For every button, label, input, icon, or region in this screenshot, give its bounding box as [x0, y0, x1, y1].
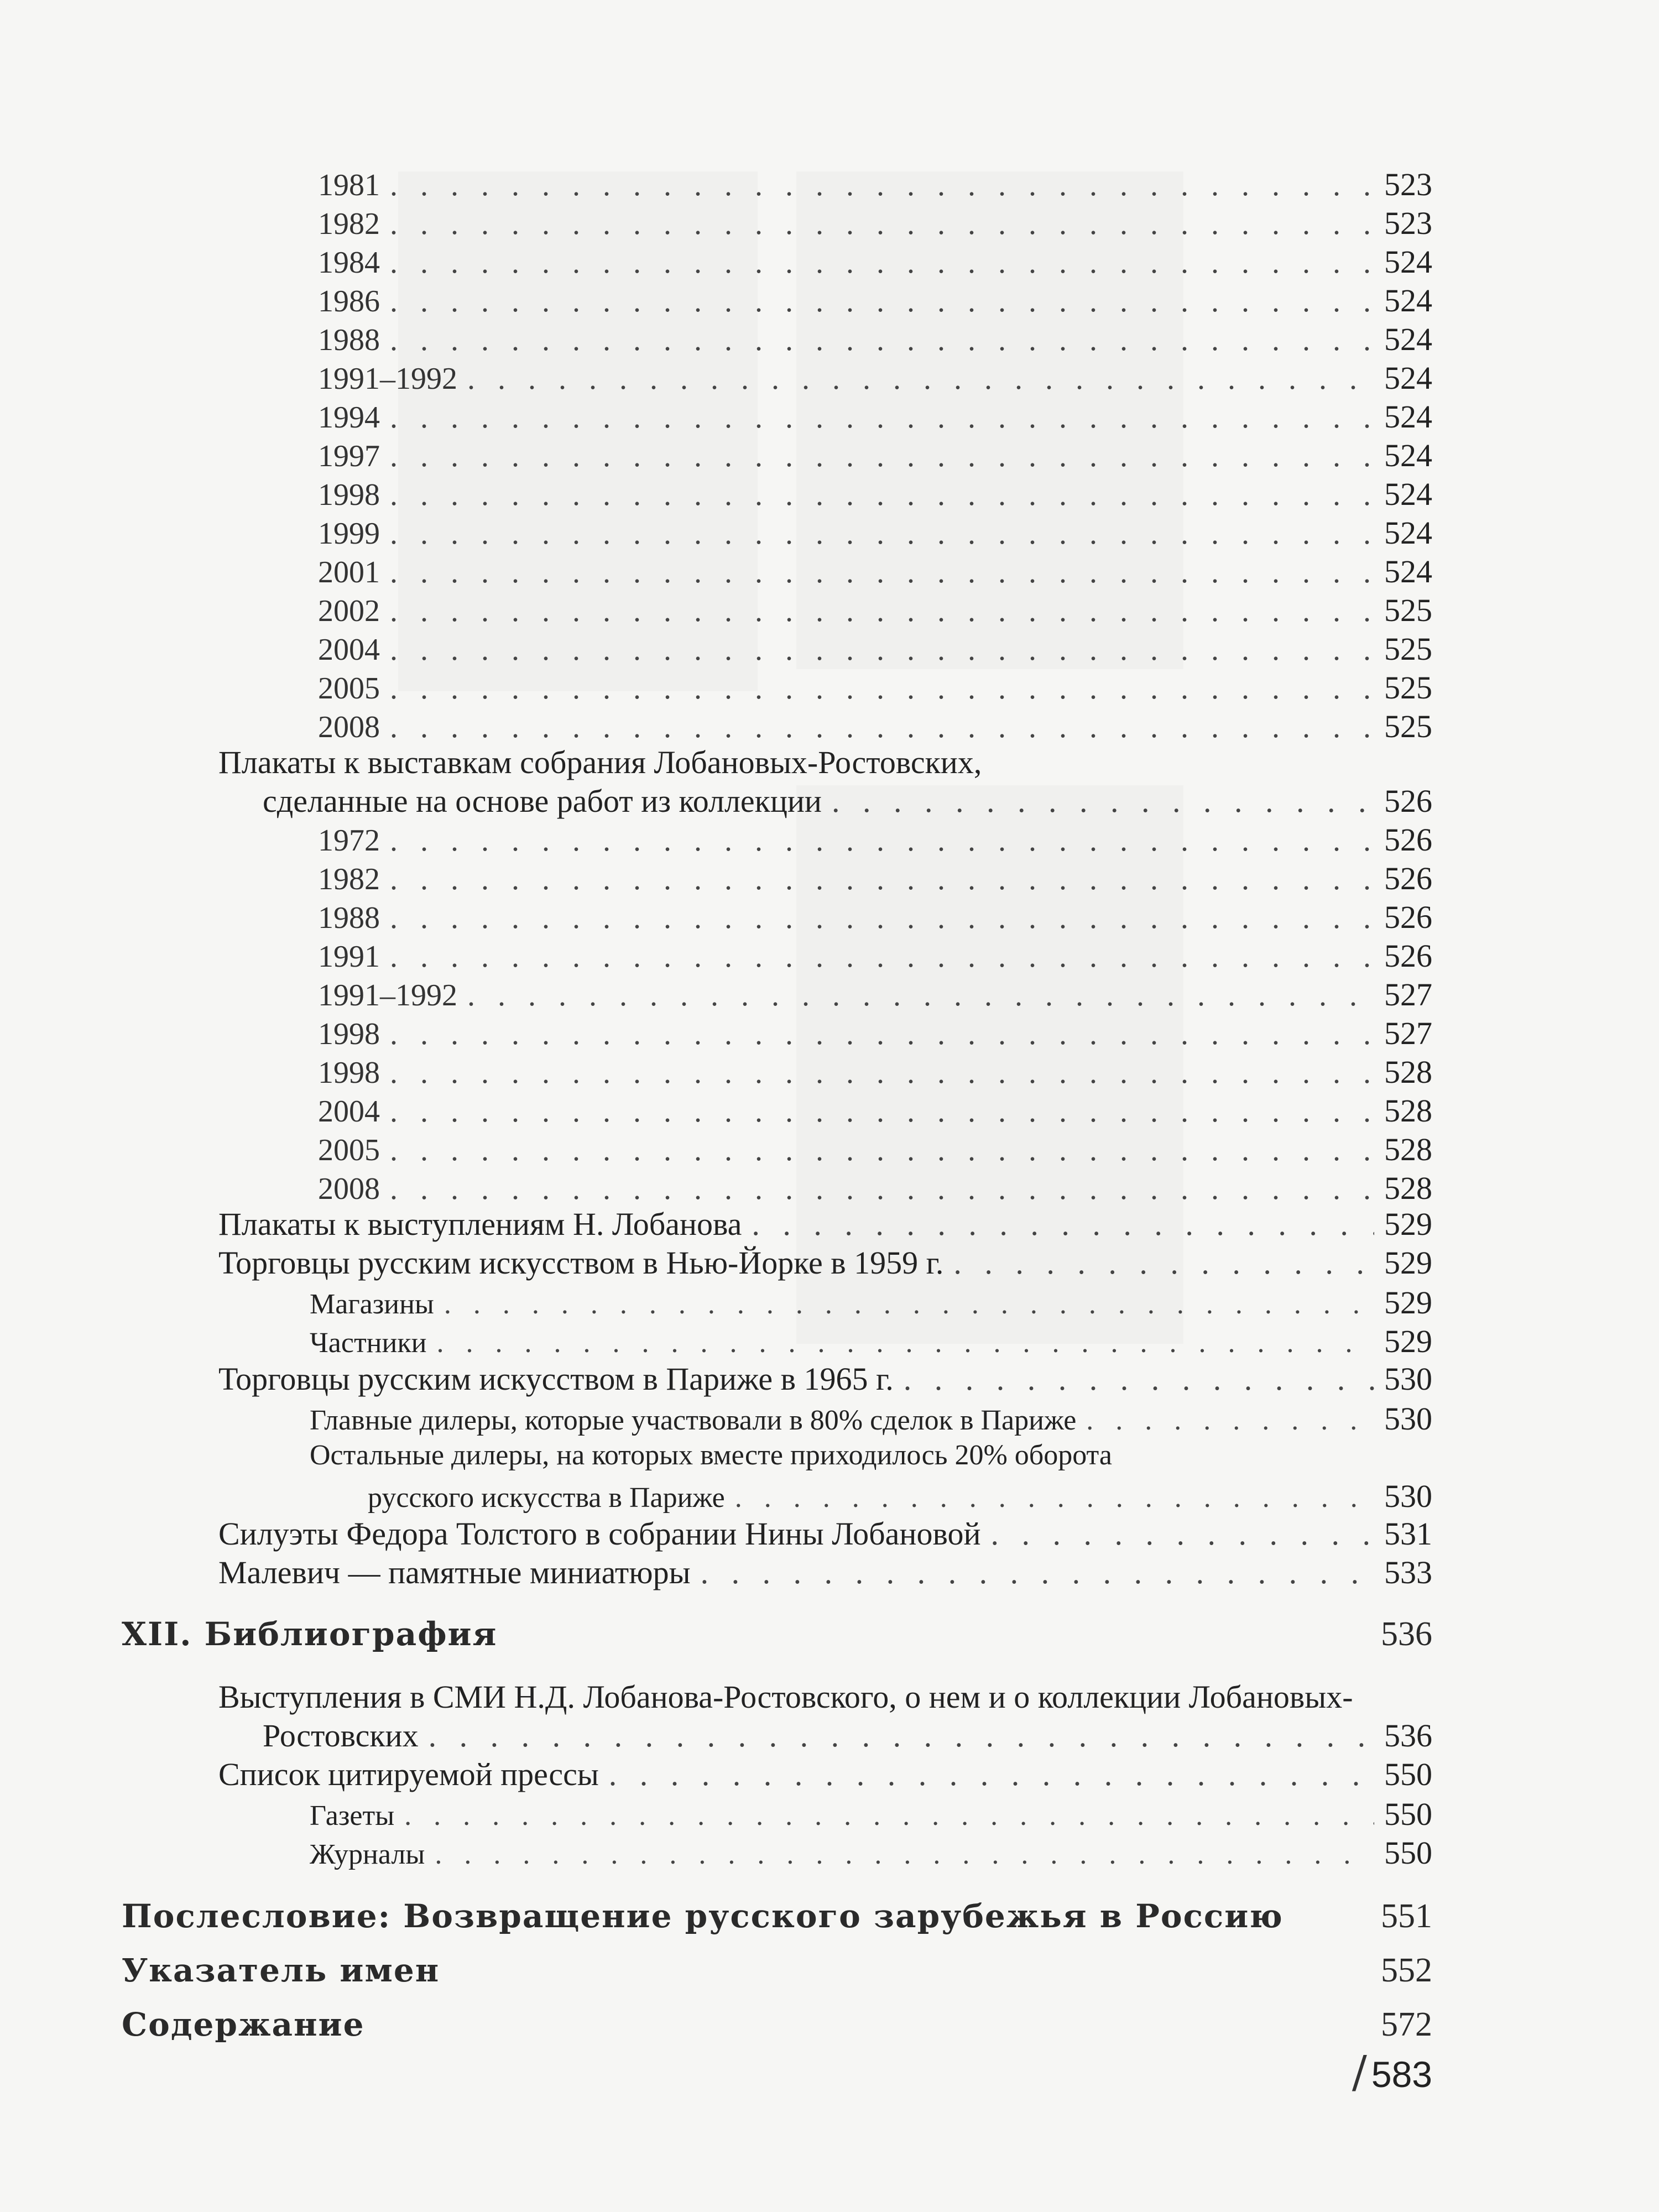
- leader-dots: [390, 939, 1374, 974]
- toc-entry-label: Газеты: [310, 1800, 395, 1832]
- toc-entry-label: Силуэты Федора Толстого в собрании Нины Лобановой: [218, 1516, 981, 1552]
- toc-section-name-index[interactable]: [122, 1951, 1432, 1990]
- toc-page-number: 552: [1381, 1952, 1432, 1989]
- toc-entry-dealers-paris-rest[interactable]: [368, 1478, 1432, 1515]
- toc-entry-label: 1999: [318, 517, 380, 551]
- leader-dots: [390, 439, 1374, 474]
- toc-entry-year[interactable]: [318, 437, 1432, 474]
- toc-page-number: 529: [1384, 1323, 1432, 1359]
- toc-entry-year[interactable]: [318, 1092, 1432, 1129]
- toc-page-number: 524: [1384, 244, 1432, 280]
- toc-entry-year[interactable]: [318, 359, 1432, 397]
- toc-entry-label: 2008: [318, 1172, 380, 1206]
- toc-page-number: 523: [1384, 205, 1432, 241]
- page-folio: [1352, 2046, 1432, 2098]
- toc-page-number: 527: [1384, 977, 1432, 1013]
- toc-entry-label: 2008: [318, 710, 380, 744]
- toc-entry-posters-lectures[interactable]: [218, 1206, 1432, 1243]
- toc-page-number: 525: [1384, 670, 1432, 706]
- section-title: XII. Библиография: [122, 1615, 498, 1653]
- toc-page-number: 524: [1384, 515, 1432, 551]
- page-number: 583: [1371, 2054, 1432, 2095]
- toc-entry-label: Остальные дилеры, на которых вместе приходилось 20% оборота: [310, 1439, 1112, 1471]
- toc-entry-year[interactable]: [318, 669, 1432, 706]
- toc-entry-label: 1998: [318, 1056, 380, 1090]
- leader-dots: [390, 671, 1374, 706]
- toc-page-number: 531: [1384, 1516, 1432, 1552]
- toc-entry-year[interactable]: [318, 592, 1432, 629]
- toc-page-number: 528: [1384, 1170, 1432, 1206]
- toc-entry-year[interactable]: [318, 708, 1432, 745]
- toc-entry-label: 2004: [318, 633, 380, 667]
- toc-page-number: 525: [1384, 631, 1432, 667]
- toc-page-number: 528: [1384, 1093, 1432, 1129]
- toc-entry-label: сделанные на основе работ из коллекции: [263, 783, 822, 819]
- toc-entry-press[interactable]: [218, 1756, 1432, 1793]
- toc-entry-label: 1972: [318, 823, 380, 858]
- toc-page-number: 526: [1384, 899, 1432, 935]
- toc-entry-label: русского искусства в Париже: [368, 1482, 725, 1514]
- toc-page-number: 550: [1384, 1835, 1432, 1871]
- leader-dots: [1086, 1404, 1374, 1437]
- toc-entry-label: Журналы: [310, 1839, 425, 1870]
- toc-entry-malevich[interactable]: [218, 1554, 1432, 1591]
- toc-page-number: 529: [1384, 1245, 1432, 1281]
- toc-section-afterword[interactable]: [122, 1897, 1432, 1936]
- toc-entry-label: 1997: [318, 439, 380, 473]
- leader-dots: [390, 823, 1374, 858]
- toc-entry-label: 1998: [318, 1017, 380, 1051]
- leader-dots: [953, 1244, 1374, 1281]
- toc-entry-year[interactable]: [318, 514, 1432, 551]
- toc-entry-year[interactable]: [318, 1170, 1432, 1207]
- toc-entry-label: 1991: [318, 940, 380, 974]
- section-title: Указатель имен: [122, 1952, 440, 1989]
- toc-page-number: 529: [1384, 1285, 1432, 1321]
- toc-page-number: 527: [1384, 1015, 1432, 1051]
- section-title: Послесловие: Возвращение русского зарубежья в Россию: [122, 1897, 1284, 1935]
- toc-section-contents[interactable]: [122, 2005, 1432, 2044]
- toc-entry-year[interactable]: [318, 630, 1432, 667]
- leader-dots: [390, 477, 1374, 513]
- toc-page-number: 524: [1384, 321, 1432, 357]
- toc-page-number: 524: [1384, 360, 1432, 396]
- toc-entry-label: 2005: [318, 1133, 380, 1167]
- leader-dots: [390, 862, 1374, 897]
- leader-dots: [390, 593, 1374, 629]
- leader-dots: [444, 1288, 1374, 1321]
- section-title: Содержание: [122, 2006, 365, 2043]
- toc-page-number: 528: [1384, 1054, 1432, 1090]
- toc-entry-year[interactable]: [318, 205, 1432, 242]
- toc-entry-label: Плакаты к выступлениям Н. Лобанова: [218, 1206, 742, 1242]
- toc-entry-label: 1982: [318, 207, 380, 241]
- leader-dots: [390, 632, 1374, 667]
- toc-entry-year[interactable]: [318, 937, 1432, 974]
- leader-dots: [467, 361, 1374, 397]
- leader-dots: [390, 555, 1374, 590]
- toc-page-number: 528: [1384, 1131, 1432, 1167]
- toc-entry-dealers-paris[interactable]: [218, 1360, 1432, 1397]
- toc-page-number: 526: [1384, 783, 1432, 819]
- leader-dots: [390, 168, 1374, 203]
- toc-entry-label: Магазины: [310, 1288, 434, 1320]
- leader-dots: [390, 284, 1374, 319]
- toc-entry-media-line1: [218, 1678, 1353, 1715]
- toc-entry-year[interactable]: [318, 166, 1432, 203]
- toc-entry-posters-collection[interactable]: [263, 782, 1432, 820]
- toc-section-bibliography[interactable]: [122, 1615, 1432, 1654]
- toc-entry-label: Торговцы русским искусством в Нью-Йорке в 1959 г.: [218, 1245, 944, 1281]
- leader-dots: [390, 1094, 1374, 1129]
- toc-page-number: 572: [1381, 2006, 1432, 2043]
- toc-entry-year[interactable]: [318, 282, 1432, 319]
- toc-entry-dealers-ny[interactable]: [218, 1244, 1432, 1281]
- toc-page-number: 526: [1384, 822, 1432, 858]
- toc-entry-dealers-paris-main[interactable]: [310, 1400, 1432, 1437]
- toc-entry-dealers-ny-private[interactable]: [310, 1323, 1432, 1360]
- leader-dots: [429, 1717, 1374, 1754]
- toc-page-number: 533: [1384, 1554, 1432, 1590]
- toc-entry-label: Ростовских: [263, 1718, 419, 1754]
- toc-entry-year[interactable]: [318, 860, 1432, 897]
- toc-entry-label: 1984: [318, 246, 380, 280]
- toc-entry-label: Малевич — памятные миниатюры: [218, 1554, 691, 1590]
- toc-page-number: 525: [1384, 592, 1432, 628]
- toc-entry-label: Список цитируемой прессы: [218, 1756, 599, 1792]
- toc-entry-posters-collection-line1: [218, 744, 982, 781]
- toc-page-number: 525: [1384, 708, 1432, 744]
- leader-dots: [752, 1206, 1374, 1243]
- toc-entry-label: 1998: [318, 478, 380, 512]
- toc-page-number: 529: [1384, 1206, 1432, 1242]
- leader-dots: [735, 1481, 1374, 1514]
- toc-entry-label: 1991–1992: [318, 362, 457, 396]
- leader-dots: [609, 1756, 1374, 1793]
- leader-dots: [390, 206, 1374, 242]
- toc-entry-label: 1982: [318, 862, 380, 896]
- leader-dots: [390, 400, 1374, 435]
- toc-entry-year[interactable]: [318, 899, 1432, 936]
- toc-page-number: 530: [1384, 1401, 1432, 1437]
- leader-dots: [390, 1016, 1374, 1052]
- toc-entry-year[interactable]: [318, 976, 1432, 1013]
- leader-dots: [435, 1838, 1374, 1871]
- toc-entry-label: Главные дилеры, которые участвовали в 80% сделок в Париже: [310, 1405, 1077, 1436]
- toc-entry-label: Выступления в СМИ Н.Д. Лобанова-Ростовского, о нем и о коллекции Лобановых-: [218, 1679, 1353, 1715]
- toc-entry-label: Плакаты к выставкам собрания Лобановых-Ростовских,: [218, 744, 982, 780]
- toc-page-number: 551: [1381, 1897, 1432, 1935]
- toc-page-number: 526: [1384, 860, 1432, 896]
- toc-page-number: 524: [1384, 554, 1432, 589]
- leader-dots: [832, 782, 1374, 820]
- toc-entry-year[interactable]: [318, 1015, 1432, 1052]
- toc-entry-label: 2005: [318, 671, 380, 706]
- toc-entry-media[interactable]: [263, 1717, 1432, 1754]
- toc-page-number: 536: [1384, 1718, 1432, 1754]
- toc-entry-year[interactable]: [318, 243, 1432, 280]
- leader-dots: [390, 516, 1374, 551]
- leader-dots: [404, 1799, 1374, 1832]
- toc-entry-year[interactable]: [318, 553, 1432, 590]
- leader-dots: [390, 1055, 1374, 1091]
- folio-slash: /: [1352, 2046, 1367, 2098]
- toc-entry-year[interactable]: [318, 821, 1432, 858]
- toc-entry-silhouettes[interactable]: [218, 1515, 1432, 1552]
- toc-page-number: 524: [1384, 437, 1432, 473]
- toc-entry-press-newspapers[interactable]: [310, 1796, 1432, 1833]
- leader-dots: [701, 1554, 1374, 1591]
- toc-page-number: 550: [1384, 1796, 1432, 1832]
- toc-page-number: 530: [1384, 1478, 1432, 1514]
- leader-dots: [390, 1171, 1374, 1207]
- toc-entry-year[interactable]: [318, 1053, 1432, 1091]
- toc-page-number: 550: [1384, 1756, 1432, 1792]
- leader-dots: [467, 978, 1374, 1013]
- toc-entry-year[interactable]: [318, 476, 1432, 513]
- toc-page-number: 536: [1381, 1615, 1432, 1653]
- toc-page-number: 523: [1384, 166, 1432, 202]
- toc-entry-dealers-ny-shops[interactable]: [310, 1284, 1432, 1321]
- toc-entry-year[interactable]: [318, 1131, 1432, 1168]
- toc-entry-year[interactable]: [318, 321, 1432, 358]
- toc-entry-label: 1986: [318, 284, 380, 319]
- leader-dots: [390, 900, 1374, 936]
- toc-entry-label: 1988: [318, 901, 380, 935]
- leader-dots: [390, 245, 1374, 280]
- toc-page-number: 530: [1384, 1361, 1432, 1397]
- leader-dots: [390, 1133, 1374, 1168]
- leader-dots: [390, 709, 1374, 745]
- toc-entry-label: 1981: [318, 168, 380, 202]
- leader-dots: [991, 1515, 1375, 1552]
- toc-entry-label: Торговцы русским искусством в Париже в 1965 г.: [218, 1361, 894, 1397]
- toc-entry-label: 2004: [318, 1094, 380, 1129]
- toc-entry-label: 1994: [318, 400, 380, 435]
- toc-entry-year[interactable]: [318, 398, 1432, 435]
- toc-page-number: 526: [1384, 938, 1432, 974]
- toc-page-number: 524: [1384, 476, 1432, 512]
- toc-entry-label: 1988: [318, 323, 380, 357]
- toc-entry-label: 2002: [318, 594, 380, 628]
- toc-entry-label: Частники: [310, 1327, 427, 1359]
- toc-entry-press-magazines[interactable]: [310, 1834, 1432, 1871]
- toc-entry-dealers-paris-rest-line1: [310, 1439, 1112, 1472]
- toc-entry-label: 2001: [318, 555, 380, 589]
- leader-dots: [390, 322, 1374, 358]
- leader-dots: [436, 1327, 1374, 1359]
- toc-entry-label: 1991–1992: [318, 978, 457, 1013]
- toc-page-number: 524: [1384, 283, 1432, 319]
- toc-page-number: 524: [1384, 399, 1432, 435]
- leader-dots: [904, 1360, 1374, 1397]
